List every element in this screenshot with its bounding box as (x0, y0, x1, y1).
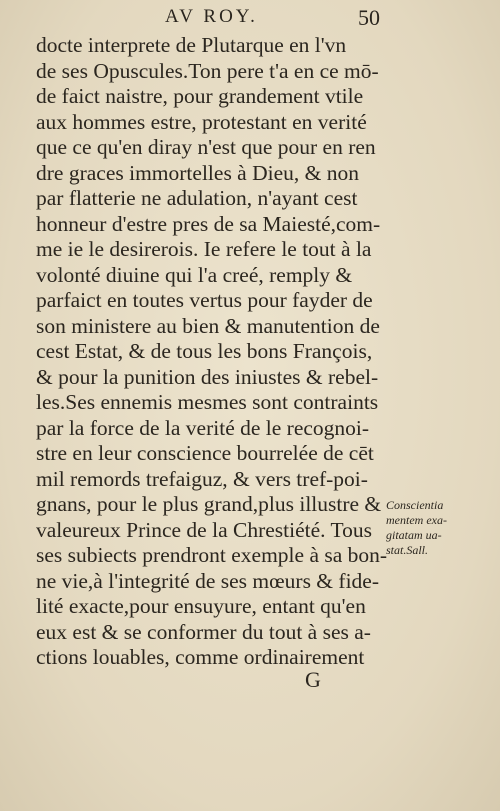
text-line: eux est & se conformer du tout à ses a- (36, 619, 371, 644)
running-head: AV ROY. (165, 6, 258, 27)
text-line: dre graces immortelles à Dieu, & non (36, 160, 359, 185)
text-line: cest Estat, & de tous les bons François, (36, 339, 373, 363)
text-line: son ministere au bien & manutention de (36, 313, 380, 338)
text-line: que ce qu'en diray n'est que pour en ren (36, 135, 376, 159)
marginal-note-line: Conscientia (386, 498, 444, 512)
marginal-note-line: stat.Sall. (386, 543, 429, 557)
text-line: par la force de la verité de le recognoi- (36, 415, 370, 440)
text-line: les.Ses ennemis mesmes sont contraints (36, 390, 379, 414)
text-line: de faict naistre, pour grandement vtile (36, 84, 364, 108)
main-text (36, 33, 426, 671)
text-line: volonté diuine qui l'a creé, remply & (36, 262, 353, 287)
text-line: valeureux Prince de la Chrestiété. Tous (36, 517, 373, 542)
text-line: honneur d'estre pres de sa Maiesté,com- (36, 211, 381, 236)
text-line: ses subiects prendront exemple à sa bon- (36, 543, 388, 567)
text-line: aux hommes estre, protestant en verité (36, 109, 367, 134)
text-line: mil remords trefaiguz, & vers tref-poi- (36, 466, 368, 491)
text-line: parfaict en toutes vertus pour fayder de (36, 288, 373, 312)
text-line: me ie le desirerois. Ie refere le tout à la (36, 237, 372, 261)
marginal-note (386, 498, 496, 558)
text-line: docte interprete de Plutarque en l'vn (36, 33, 347, 57)
text-line: ctions louables, comme ordinairement (36, 645, 365, 669)
page-number: 50 (358, 5, 380, 30)
text-line: stre en leur conscience bourrelée de cēt (36, 441, 374, 465)
text-line: gnans, pour le plus grand,plus illustre & (36, 492, 382, 516)
text-line: lité exacte,pour ensuyure, entant qu'en (36, 594, 366, 618)
text-line: ne vie,à l'integrité de ses mœurs & fide- (36, 568, 379, 593)
text-line: & pour la punition des iniustes & rebel- (36, 364, 379, 389)
page-header (0, 6, 500, 32)
signature-mark: G (305, 667, 321, 692)
text-line: par flatterie ne adulation, n'ayant cest (36, 186, 358, 210)
text-line: de ses Opuscules.Ton pere t'a en ce mō- (36, 58, 379, 83)
marginal-note-line: gitatam ua- (386, 528, 442, 542)
marginal-note-line: mentem exa- (386, 513, 447, 527)
